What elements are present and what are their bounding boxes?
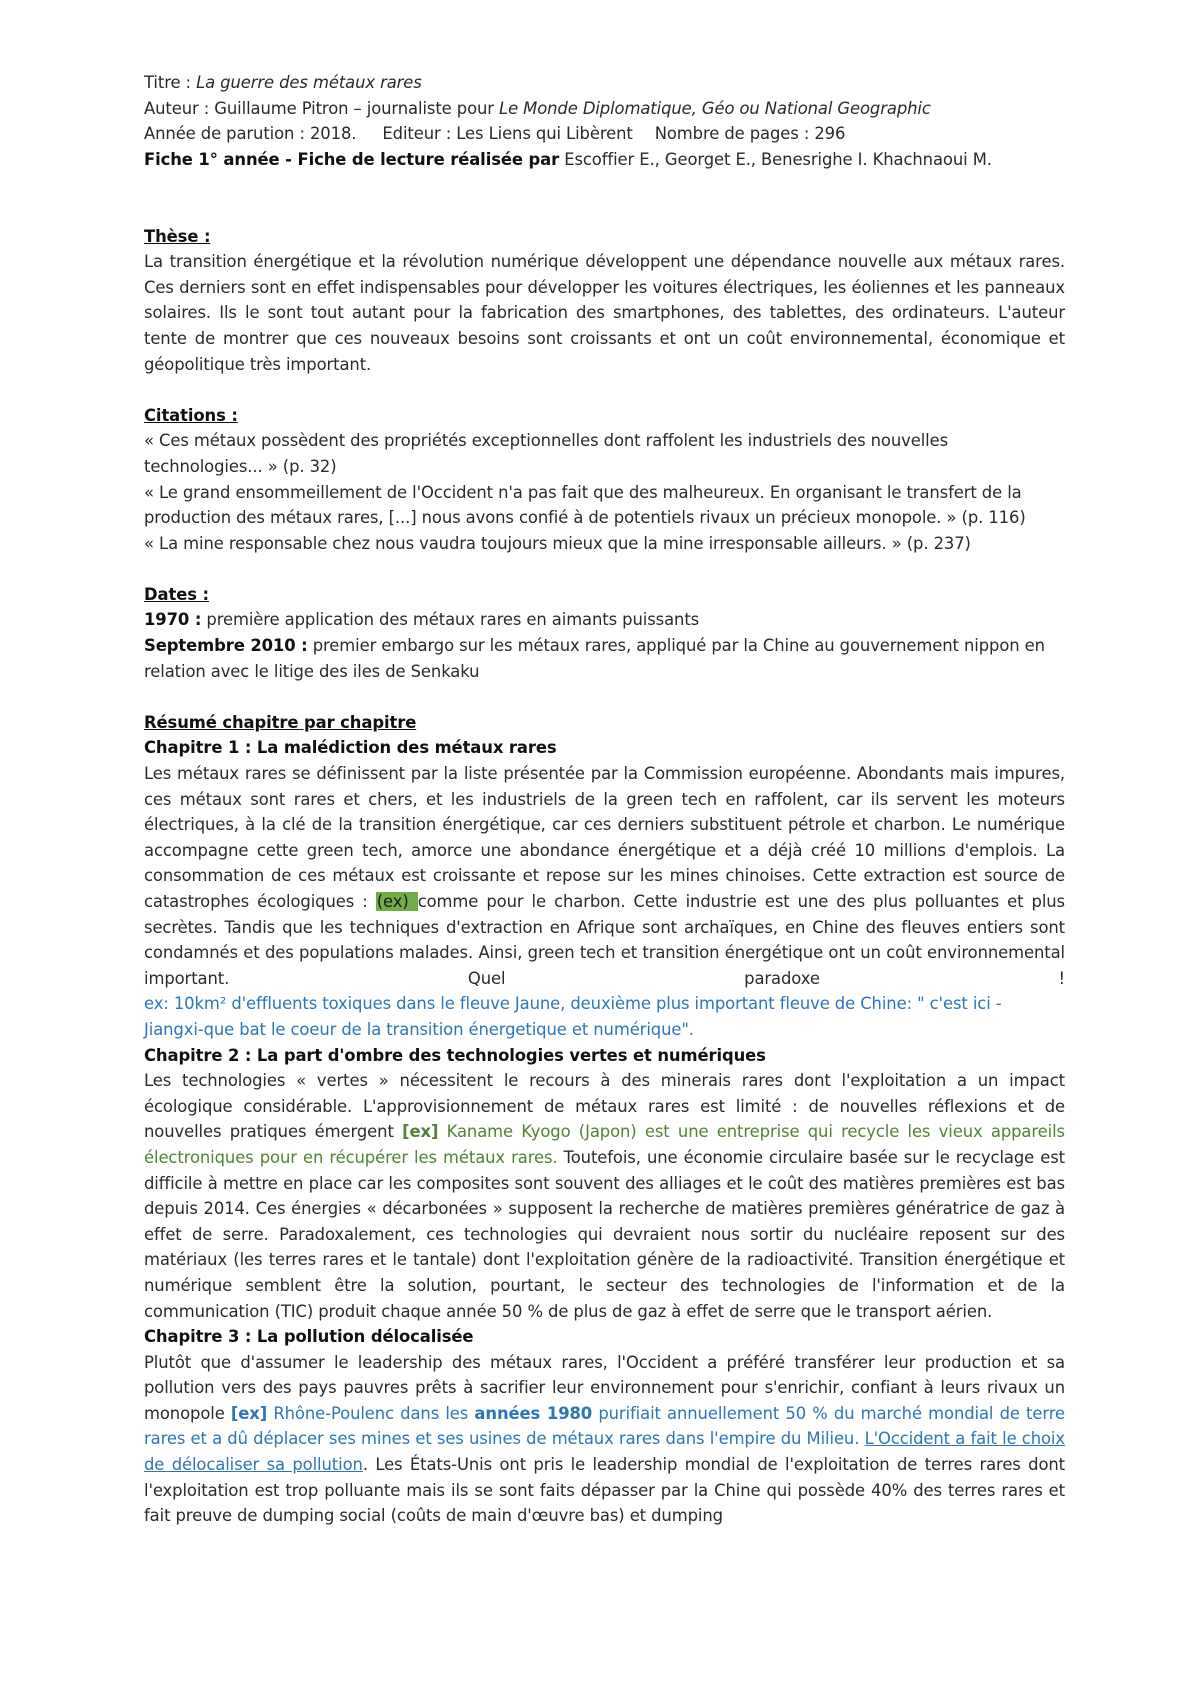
sheet-authors-line [144, 147, 1065, 173]
chapter-2-example: Kaname Kyogo (Japon) est une entreprise qui recycle les vieux appareils électroniques pour en récupérer les métaux rares. [144, 1122, 1065, 1167]
chapter-1-title: Chapitre 1 : La malédiction des métaux rares [144, 738, 557, 758]
title-line: Titre : La guerre des métaux rares [144, 73, 422, 92]
sheet-authors: Escoffier E., Georget E., Benesrighe I. Khachnaoui M. [559, 149, 992, 169]
date-item: 1970 : première application des métaux rares en aimants puissants [144, 610, 700, 630]
book-title: La guerre des métaux rares [196, 73, 422, 92]
dates-heading: Dates : [144, 584, 209, 604]
example-tag: [ex] [402, 1122, 439, 1142]
publication-year: Année de parution : 2018. [144, 124, 357, 144]
chapter-1-example: ex: 10km² d'effluents toxiques dans le fleuve Jaune, deuxième plus important fleuve de Chine: " c'est ici - Jiangxi-que bat le coeur de la transition énergetique et numérique". [144, 994, 1002, 1039]
citation-item: « Ces métaux possèdent des propriétés exceptionnelles dont raffolent les industriels des nouvelles technologies... » (p. 32) [144, 431, 949, 476]
citation-item: « La mine responsable chez nous vaudra toujours mieux que la mine irresponsable ailleurs. » (p. 237) [144, 533, 971, 553]
chapter-2-title: Chapitre 2 : La part d'ombre des technologies vertes et numériques [144, 1045, 766, 1065]
publisher: Editeur : Les Liens qui Libèrent [382, 124, 633, 144]
reading-sheet [144, 70, 1065, 1529]
resume-heading: Résumé chapitre par chapitre [144, 712, 417, 732]
publication-line [144, 121, 1065, 147]
date-item: Septembre 2010 : premier embargo sur les métaux rares, appliqué par la Chine au gouvernement nippon en relation avec le litige des iles de Senkaku [144, 636, 1045, 681]
chapter-1-text: Les métaux rares se définissent par la liste présentée par la Commission européenne. Abondants mais impures, ces métaux sont rares et chers, et les industriels de la green tech en raffolent, car ils servent les moteurs électriques, à la clé de la transition énergétique, car ces derniers substituent pétrole et charbon. Le numérique accompagne cette green tech, amorce une abondance énergétique et a déjà créé 10 millions d'emplois. La consommation de ces métaux est croissante et repose sur les mines chinoises. Cette extraction est source de catastrophes écologiques : (ex) comme pour le charbon. Cette industrie est une des plus polluantes et plus secrètes. Tandis que les techniques d'extraction en Afrique sont archaïques, en Chine des fleuves entiers sont condamnés et des populations malades. Ainsi, green tech et transition énergétique ont un coût environnemental important. Quel paradoxe ! [144, 764, 1065, 988]
author-outlets: Le Monde Diplomatique, Géo ou National Geographic [499, 98, 931, 118]
these-text: La transition énergétique et la révolution numérique développent une dépendance nouvelle aux métaux rares. Ces derniers sont en effet indispensables pour développer les voitures électriques, les éoliennes et les panneaux solaires. Ils le sont tout autant pour la fabrication des smartphones, des tablettes, des ordinateurs. L'auteur tente de montrer que ces nouveaux besoins sont croissants et ont un coût environnemental, économique et géopolitique très important. [144, 252, 1065, 374]
citation-item: « Le grand ensommeillement de l'Occident n'a pas fait que des malheureux. En organisant le transfert de la production des métaux rares, [...] nous avons confié à de potentiels rivaux un précieux monopole. » (p. 116) [144, 482, 1026, 528]
chapter-3-title: Chapitre 3 : La pollution délocalisée [144, 1327, 474, 1347]
citations-heading: Citations : [144, 405, 238, 425]
example-tag: (ex) [376, 892, 417, 911]
author-line: Auteur : Guillaume Pitron – journaliste pour Le Monde Diplomatique, Géo ou National Geographic [144, 98, 931, 118]
chapter-3-text: Plutôt que d'assumer le leadership des métaux rares, l'Occident a préféré transférer leur production et sa pollution vers des pays pauvres prêts à sacrifier leur environnement pour s'enrichir, confiant à leurs rivaux un monopole [ex] Rhône-Poulenc dans les années 1980 purifiait annuellement 50 % du marché mondial de terre rares et a dû déplacer ses mines et ses usines de métaux rares dans l'empire du Milieu. L'Occident a fait le choix de délocaliser sa pollution. Les États-Unis ont pris le leadership mondial de l'exploitation de terres rares dont l'exploitation est trop polluante mais ils se sont faits dépasser par la Chine qui possède 40% des terres rares et fait preuve de dumping social (coûts de main d'œuvre bas) et dumping [144, 1352, 1065, 1526]
highlighted-conclusion: L'Occident a fait le choix de délocaliser sa pollution [144, 1429, 1065, 1475]
sheet-label: Fiche 1° année - Fiche de lecture réalisée par [144, 149, 560, 169]
these-heading: Thèse : [144, 226, 211, 246]
page-count: Nombre de pages : 296 [654, 124, 846, 144]
chapter-2-text: Les technologies « vertes » nécessitent le recours à des minerais rares dont l'exploitation a un impact écologique considérable. L'approvisionnement de métaux rares est limité : de nouvelles réflexions et de nouvelles pratiques émergent [ex] Kaname Kyogo (Japon) est une entreprise qui recycle les vieux appareils électroniques pour en récupérer les métaux rares. Toutefois, une économie circulaire basée sur le recyclage est difficile à mettre en place car les composites sont souvent des alliages et le coût des matières premières est bas depuis 2014. Ces énergies « décarbonées » supposent la recherche de matières premières génératrice de gaz à effet de serre. Paradoxalement, ces technologies qui devraient nous sortir du nucléaire reposent sur des matériaux (les terres rares et le tantale) dont l'exploitation génère de la radioactivité. Transition énergétique et numérique semblent être la solution, pourtant, le secteur des technologies de l'information et de la communication (TIC) produit chaque année 50 % de plus de gaz à effet de serre que le transport aérien. [144, 1071, 1065, 1321]
example-tag: [ex] [230, 1403, 268, 1423]
